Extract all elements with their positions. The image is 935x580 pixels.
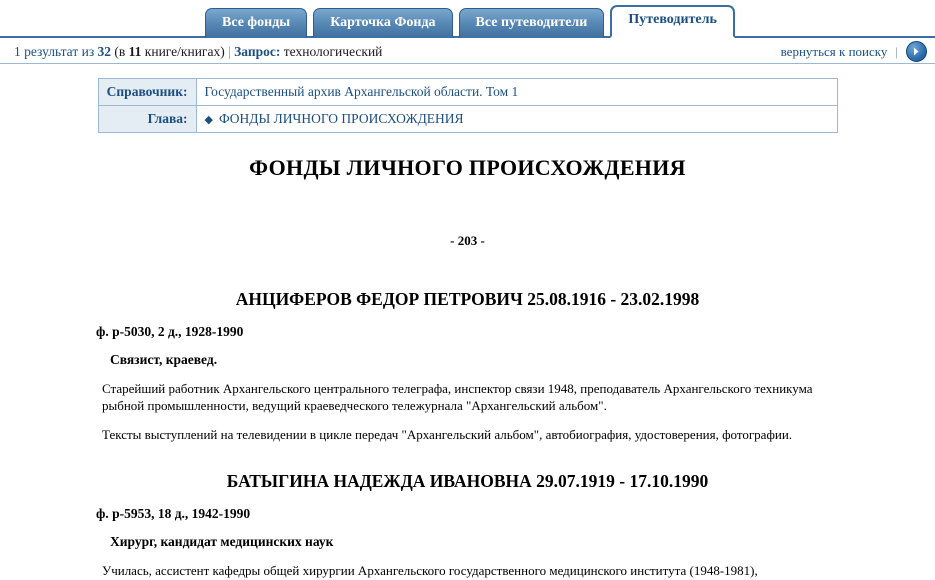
books-open-paren: (в xyxy=(114,43,126,59)
entry-paragraph: Старейший работник Архангельского центрального телеграфа, инспектор связи 1948, преподаватель Архангельского техникума рыбной промышленности, ведущий краеведческого тележурнала "Архангельский альбом". xyxy=(102,381,813,414)
tab-all-funds[interactable]: Все фонды xyxy=(205,8,307,38)
page-number: - 203 - xyxy=(450,233,485,248)
result-divider: | xyxy=(228,43,231,59)
chapter-link[interactable]: ФОНДЫ ЛИЧНОГО ПРОИСХОЖДЕНИЯ xyxy=(218,111,464,126)
actions-divider: | xyxy=(895,43,898,59)
tab-guide[interactable]: Путеводитель xyxy=(610,5,735,38)
reference-value: Государственный архив Архангельской области. Том 1 xyxy=(196,79,837,106)
chapter-row xyxy=(98,106,837,133)
query-value: технологический xyxy=(283,43,383,59)
reference-info-box xyxy=(98,78,838,133)
result-summary-text xyxy=(14,44,382,60)
entry-role: Связист, краевед. xyxy=(110,352,218,367)
entry-title: АНЦИФЕРОВ ФЕДОР ПЕТРОВИЧ 25.08.1916 - 23.02.1998 xyxy=(235,289,700,309)
tab-all-guides[interactable]: Все путеводители xyxy=(459,8,605,38)
reference-row xyxy=(98,79,837,106)
entry-paragraph: Училась, ассистент кафедры общей хирургии Архангельского государственного медицинского института (1948-1981), xyxy=(102,563,758,579)
books-word: книге/книгах) xyxy=(144,43,225,59)
entry-title: БАТЫГИНА НАДЕЖДА ИВАНОВНА 29.07.1919 - 17.10.1990 xyxy=(226,471,709,492)
result-summary-bar xyxy=(0,38,935,64)
query-label: Запрос: xyxy=(234,43,281,59)
entry-paragraph: Тексты выступлений на телевидении в цикле передач "Архангельский альбом", автобиография, удостоверения, фотографии. xyxy=(102,427,793,443)
result-count-prefix: 1 результат из xyxy=(14,43,95,59)
reference-label: Справочник: xyxy=(98,79,196,106)
tab-bar xyxy=(0,0,935,38)
books-count: 11 xyxy=(128,43,142,59)
entry-meta: ф. р-5953, 18 д., 1942-1990 xyxy=(96,506,251,522)
result-actions xyxy=(781,41,927,62)
diamond-bullet-icon: ◆ xyxy=(204,114,213,126)
document-title: ФОНДЫ ЛИЧНОГО ПРОИСХОЖДЕНИЯ xyxy=(249,155,686,180)
document-content xyxy=(0,155,935,580)
tab-fund-card[interactable]: Карточка Фонда xyxy=(313,8,452,38)
back-to-search-link[interactable]: вернуться к поиску xyxy=(780,43,888,59)
result-total: 32 xyxy=(97,43,112,59)
chapter-label: Глава: xyxy=(98,106,196,133)
chapter-value-cell xyxy=(196,106,837,133)
arrow-right-icon[interactable] xyxy=(906,41,927,62)
entry-meta: ф. р-5030, 2 д., 1928-1990 xyxy=(96,324,244,339)
info-box-wrapper xyxy=(0,64,935,133)
entry-role: Хирург, кандидат медицинских наук xyxy=(110,534,334,550)
